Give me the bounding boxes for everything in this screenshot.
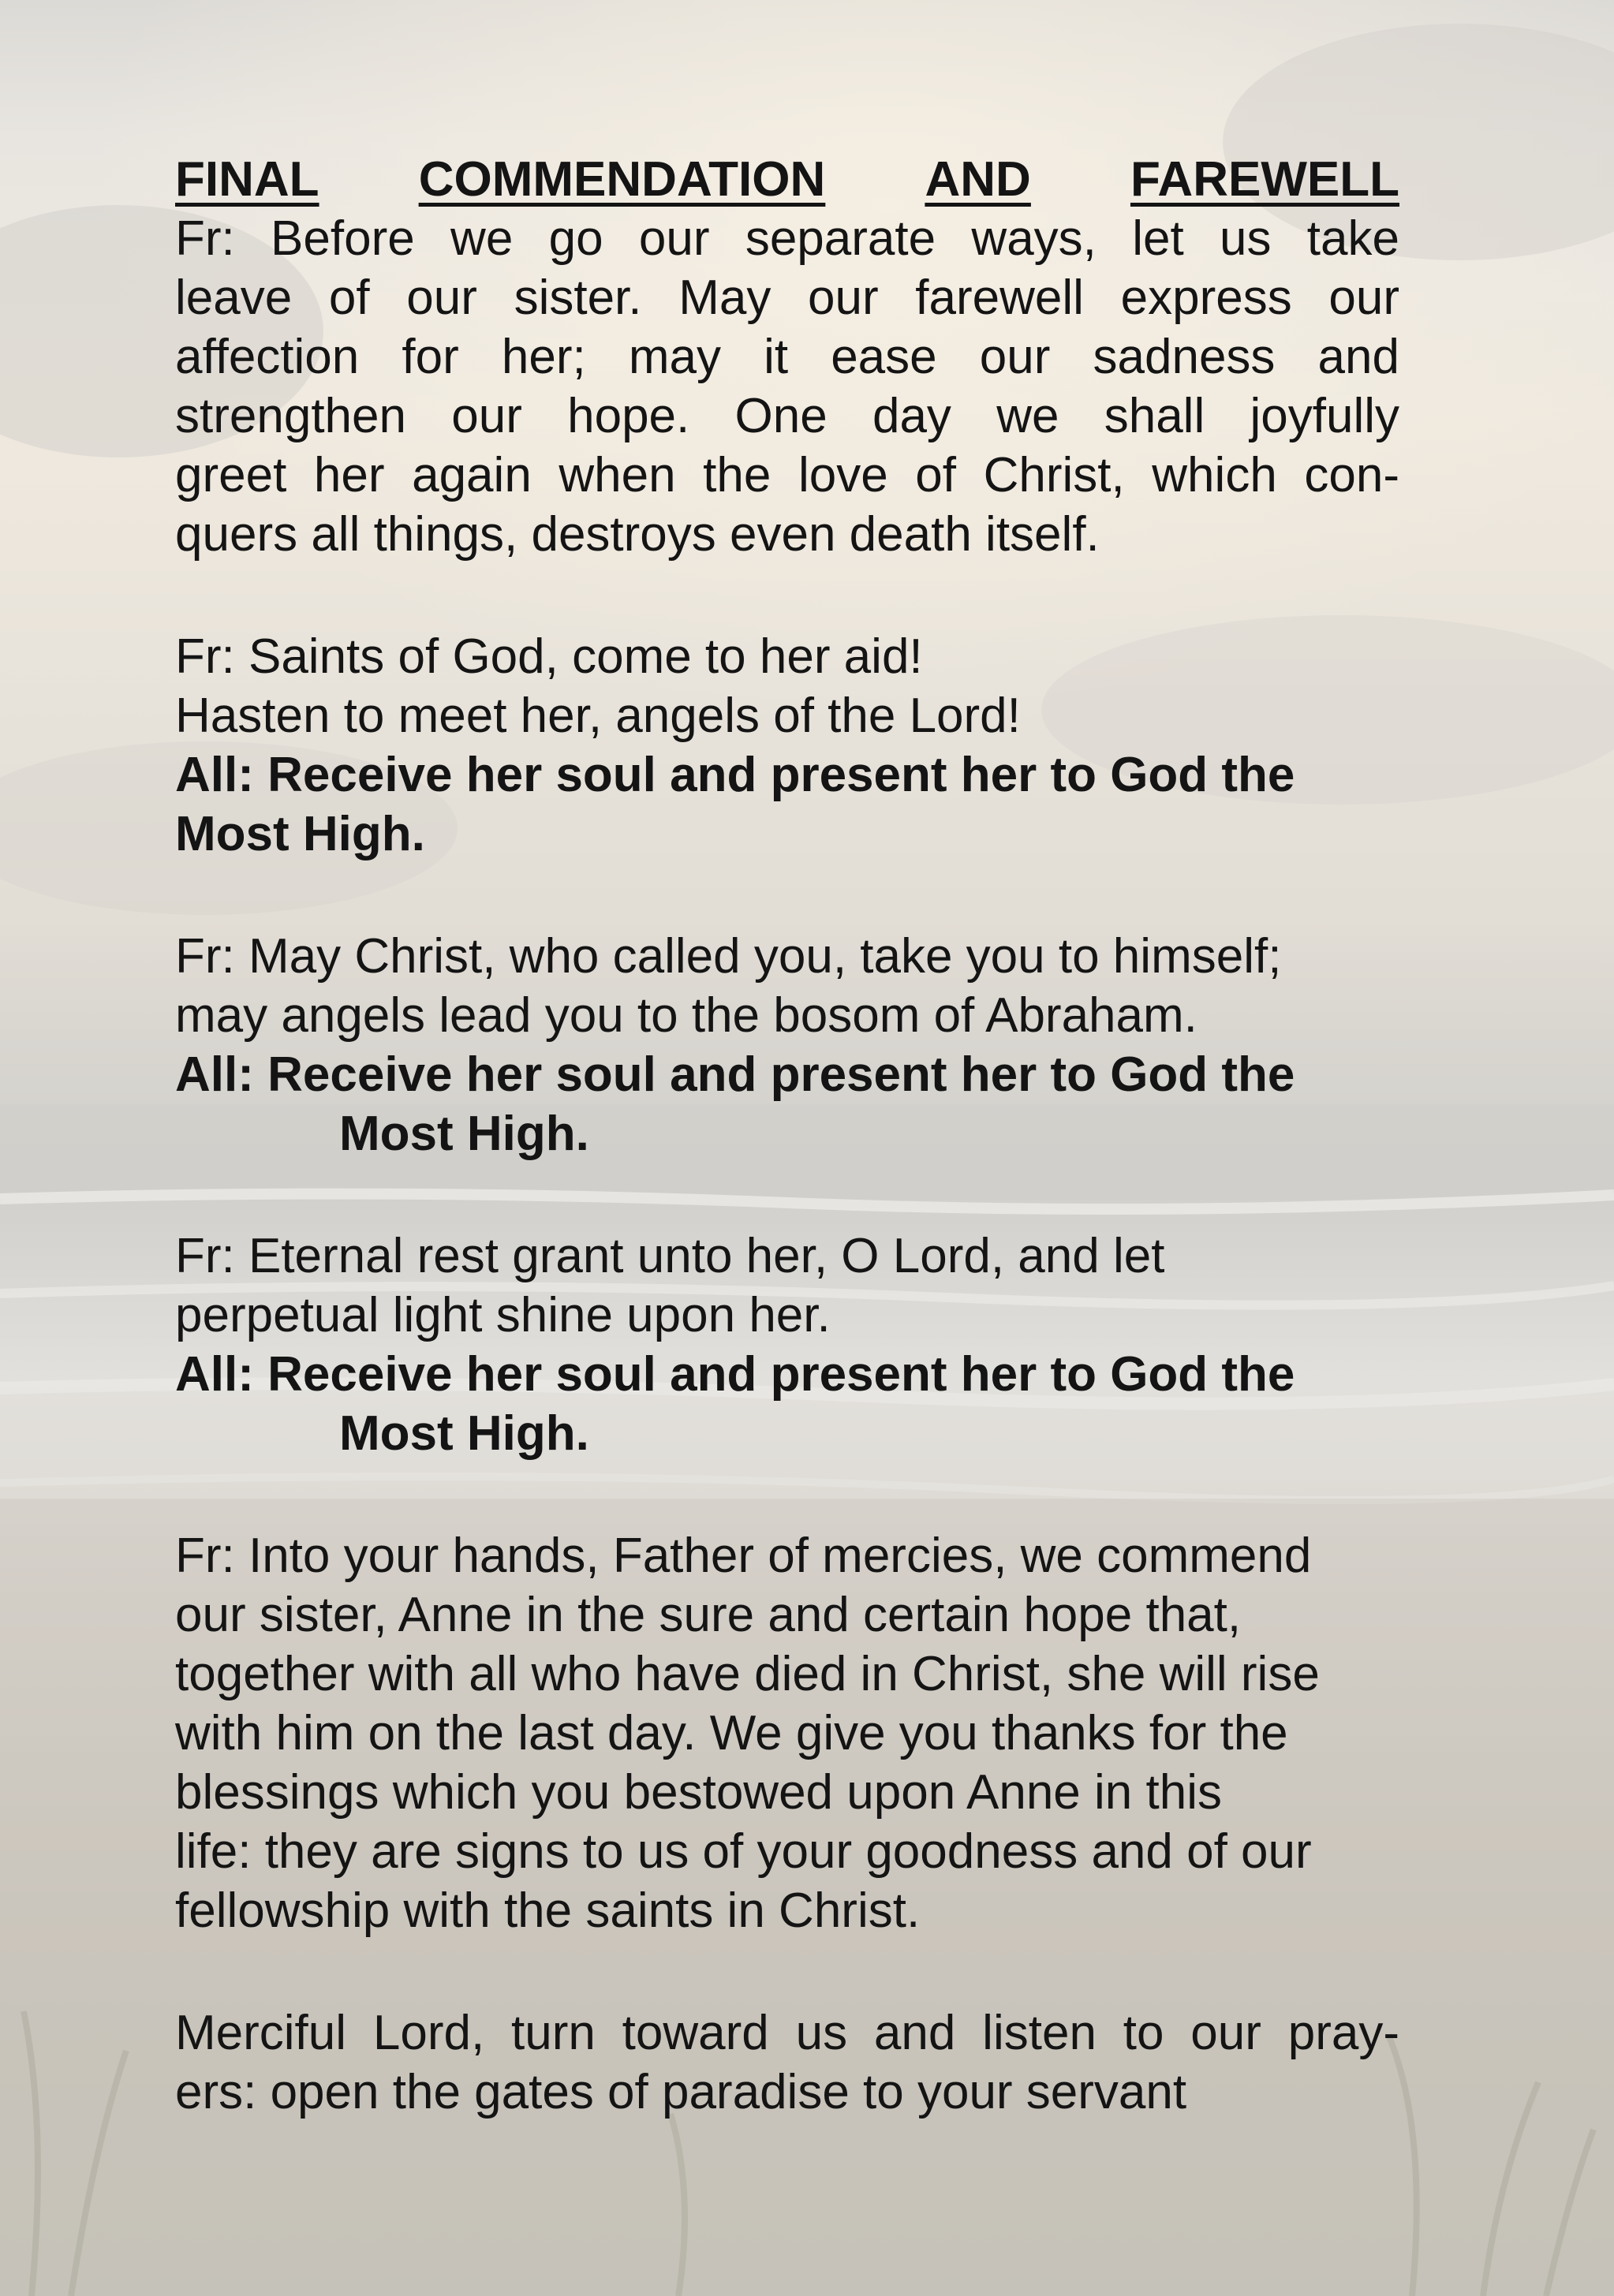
priest-line: Fr: May Christ, who called you, take you to himself;: [175, 929, 1282, 984]
heading-word: FAREWELL: [1130, 152, 1399, 207]
text-line: life: they are signs to us of your goodness and of our: [175, 1824, 1312, 1879]
priest-line: perpetual light shine upon her.: [175, 1288, 831, 1342]
commendation-paragraph: [175, 1526, 1437, 1940]
response-line: All: Receive her soul and present her to God the: [175, 1347, 1295, 1402]
text-line: together with all who have died in Christ, she will rise: [175, 1647, 1320, 1701]
verse-saints: [175, 627, 1437, 864]
text-line: greet her again when the love of Christ, which con-: [175, 448, 1399, 502]
section-heading: [175, 150, 1399, 209]
document-page: [175, 150, 1437, 2122]
text-line: our sister, Anne in the sure and certain hope that,: [175, 1588, 1242, 1642]
text-line: fellowship with the saints in Christ.: [175, 1883, 921, 1938]
text-line: Fr: Before we go our separate ways, let us take: [175, 211, 1399, 266]
text-line: with him on the last day. We give you thanks for the: [175, 1706, 1288, 1760]
priest-line: Fr: Eternal rest grant unto her, O Lord, and let: [175, 1229, 1165, 1283]
response-line: All: Receive her soul and present her to God the: [175, 748, 1295, 802]
text-line: quers all things, destroys even death itself.: [175, 507, 1100, 562]
heading-word: FINAL: [175, 152, 319, 207]
response-line: All: Receive her soul and present her to God the: [175, 1047, 1295, 1102]
text-line: leave of our sister. May our farewell express our: [175, 271, 1399, 325]
response-line: Most High.: [175, 807, 425, 861]
text-line: affection for her; may it ease our sadness and: [175, 330, 1399, 384]
priest-line: Hasten to meet her, angels of the Lord!: [175, 689, 1021, 743]
response-line: Most High.: [339, 1107, 589, 1161]
heading-word: COMMENDATION: [418, 152, 826, 207]
text-line: ers: open the gates of paradise to your servant: [175, 2065, 1187, 2119]
priest-line: may angels lead you to the bosom of Abraham.: [175, 988, 1197, 1043]
verse-eternal-rest: [175, 1226, 1437, 1463]
heading-word: AND: [925, 152, 1031, 207]
text-line: Merciful Lord, turn toward us and listen to our pray-: [175, 2006, 1399, 2060]
text-line: Fr: Into your hands, Father of mercies, we commend: [175, 1529, 1312, 1583]
text-line: strengthen our hope. One day we shall joyfully: [175, 389, 1399, 443]
verse-christ: [175, 927, 1437, 1163]
response-line: Most High.: [339, 1406, 589, 1461]
text-line: blessings which you bestowed upon Anne in this: [175, 1765, 1222, 1820]
closing-paragraph: [175, 2003, 1437, 2122]
intro-paragraph: [175, 209, 1437, 564]
priest-line: Fr: Saints of God, come to her aid!: [175, 629, 923, 684]
